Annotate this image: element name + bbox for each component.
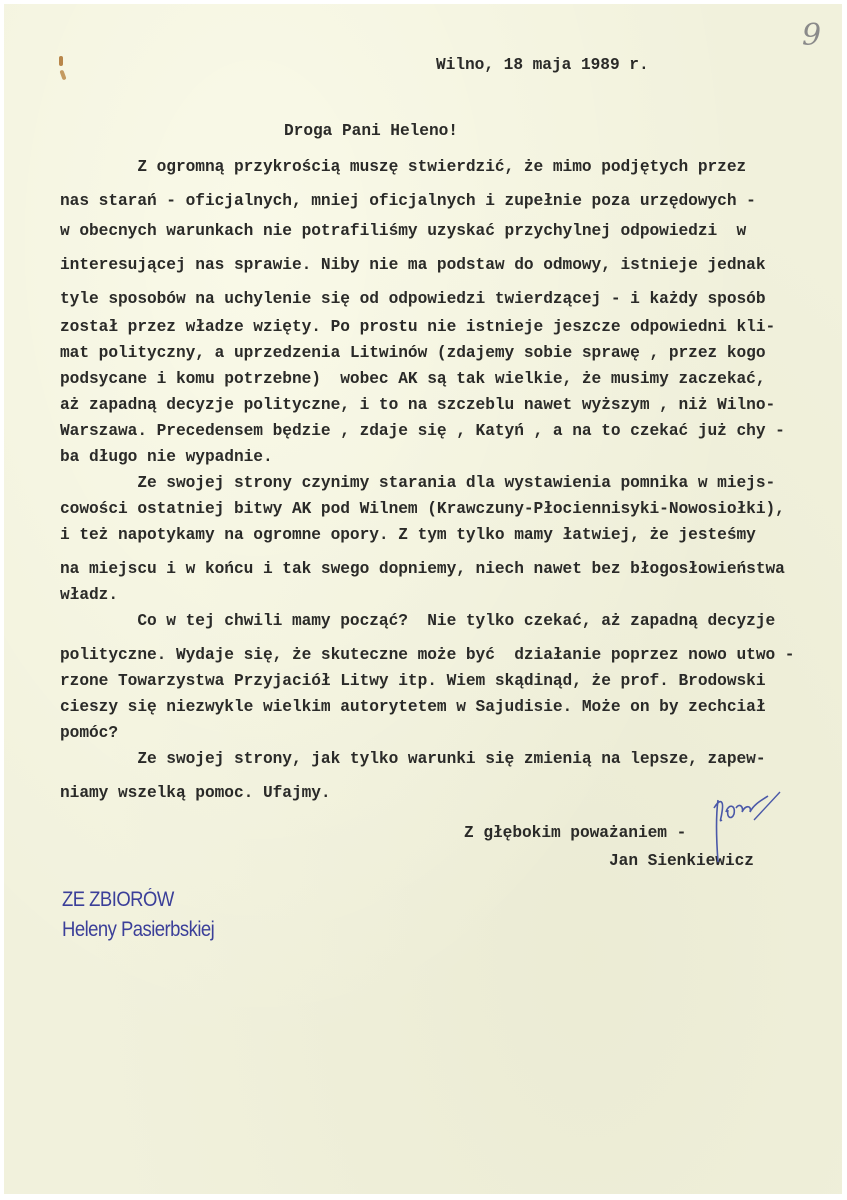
body-line: cowości ostatniej bitwy AK pod Wilnem (Krawczuny-Płociennisyki-Nowosiołki), — [60, 500, 785, 518]
closing-line: Z głębokim poważaniem - — [464, 824, 687, 842]
body-line: Ze swojej strony czynimy starania dla wystawienia pomnika w miejs- — [60, 474, 776, 492]
body-line: w obecnych warunkach nie potrafiliśmy uzyskać przychylnej odpowiedzi w — [60, 222, 747, 240]
body-line: pomóc? — [60, 724, 118, 742]
paper-stain — [59, 56, 63, 66]
body-line: Z ogromną przykrością muszę stwierdzić, że mimo podjętych przez — [60, 158, 747, 176]
letter-page — [4, 4, 842, 1194]
page-number: 9 — [802, 18, 822, 53]
paper-stain — [59, 70, 66, 81]
body-line: nas starań - oficjalnych, mniej oficjalnych i zupełnie poza urzędowych - — [60, 192, 756, 210]
body-line: tyle sposobów na uchylenie się od odpowiedzi twierdzącej - i każdy sposób — [60, 290, 766, 308]
body-line: i też napotykamy na ogromne opory. Z tym tylko mamy łatwiej, że jesteśmy — [60, 526, 756, 544]
body-line: władz. — [60, 586, 118, 604]
body-line: na miejscu i w końcu i tak swego dopniemy, niech nawet bez błogosłowieństwa — [60, 560, 785, 578]
body-line: rzone Towarzystwa Przyjaciół Litwy itp. Wiem skądinąd, że prof. Brodowski — [60, 672, 766, 690]
body-line: polityczne. Wydaje się, że skuteczne może być działanie poprzez nowo utwo - — [60, 646, 795, 664]
body-line: aż zapadną decyzje polityczne, i to na szczeblu nawet wyższym , niż Wilno- — [60, 396, 776, 414]
collection-stamp-line2: Heleny Pasierbskiej — [62, 918, 215, 941]
signatory-name: Jan Sienkiewicz — [609, 852, 754, 870]
collection-stamp-line1: ZE ZBIORÓW — [62, 888, 174, 911]
body-line: niamy wszelką pomoc. Ufajmy. — [60, 784, 331, 802]
body-line: Warszawa. Precedensem będzie , zdaje się , Katyń , a na to czekać już chy - — [60, 422, 785, 440]
body-line: interesującej nas sprawie. Niby nie ma podstaw do odmowy, istnieje jednak — [60, 256, 766, 274]
body-line: Ze swojej strony, jak tylko warunki się zmienią na lepsze, zapew- — [60, 750, 766, 768]
body-line: został przez władze wzięty. Po prostu nie istnieje jeszcze odpowiedni kli- — [60, 318, 776, 336]
body-line: ba długo nie wypadnie. — [60, 448, 273, 466]
body-line: cieszy się niezwykle wielkim autorytetem w Sajudisie. Może on by zechciał — [60, 698, 766, 716]
body-line: podsycane i komu potrzebne) wobec AK są tak wielkie, że musimy zaczekać, — [60, 370, 766, 388]
date-line: Wilno, 18 maja 1989 r. — [436, 56, 649, 74]
handwritten-signature — [710, 790, 800, 870]
salutation: Droga Pani Heleno! — [284, 122, 458, 140]
body-line: mat polityczny, a uprzedzenia Litwinów (zdajemy sobie sprawę , przez kogo — [60, 344, 766, 362]
body-line: Co w tej chwili mamy począć? Nie tylko czekać, aż zapadną decyzje — [60, 612, 776, 630]
